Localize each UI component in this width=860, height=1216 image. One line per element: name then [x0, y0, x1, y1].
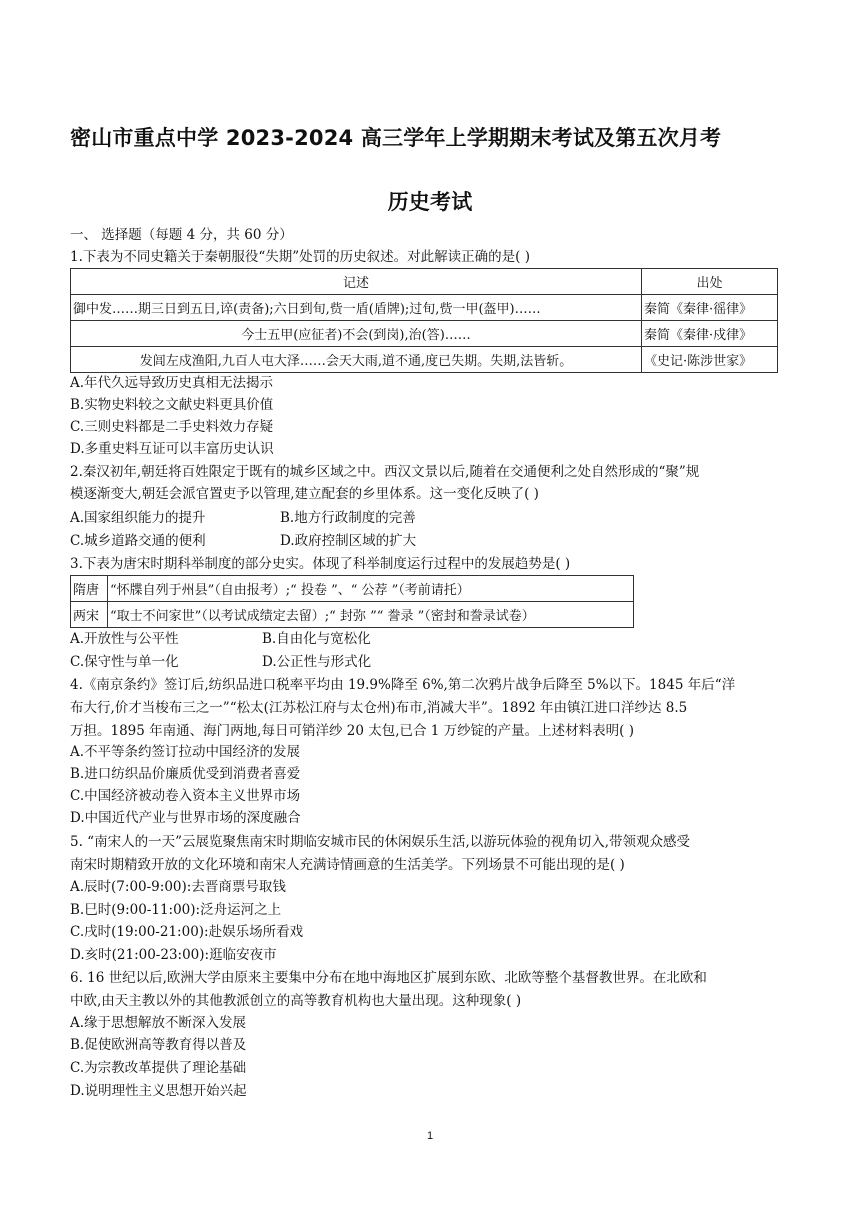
q1-option-d: D.多重史料互证可以丰富历史认识	[70, 441, 274, 457]
q3-row1-facts: “怀牒自列于州县”（自由报考）;“ 投卷 ”、“ 公荐 ”（考前请托）	[108, 576, 634, 602]
q6-option-b: B.促使欧洲高等教育得以普及	[70, 1037, 247, 1053]
q5-option-b: B.巳时(9:00-11:00):泛舟运河之上	[70, 902, 282, 918]
q1-row2-source: 秦简《秦律·戍律》	[642, 321, 778, 347]
q4-option-b: B.进口纺织品价廉质优受到消费者喜爱	[70, 766, 301, 782]
q6-option-c: C.为宗教改革提供了理论基础	[70, 1060, 247, 1076]
q3-option-a: A.开放性与公平性	[70, 631, 179, 647]
q3-row2-facts: “取士不问家世”（以考试成绩定去留）;“ 封弥 ”“ 誊录 ”（密封和誊录试卷）	[108, 602, 634, 628]
q4-stem-line2: 布大行,价才当梭布三之一”“松太(江苏松江府与太仓州)布市,消减大半”。1892 年由镇江进口洋纱达 8.5	[70, 700, 688, 716]
q1-header-record: 记述	[71, 269, 642, 295]
q1-table	[70, 268, 778, 373]
q2-option-a: A.国家组织能力的提升	[70, 510, 206, 526]
q1-header-source: 出处	[642, 269, 778, 295]
q1-row3-record: 发闾左戍渔阳,九百人屯大泽……会天大雨,道不通,度已失期。失期,法皆斩。	[71, 347, 642, 373]
q6-option-d: D.说明理性主义思想开始兴起	[70, 1083, 247, 1099]
q1-option-c: C.三则史料都是二手史料效力存疑	[70, 419, 274, 435]
q3-option-c: C.保守性与单一化	[70, 654, 179, 670]
q5-option-c: C.戌时(19:00-21:00):赴娱乐场所看戏	[70, 924, 304, 940]
q3-option-d: D.公正性与形式化	[262, 654, 372, 670]
q5-option-d: D.亥时(21:00-23:00):逛临安夜市	[70, 947, 277, 963]
q1-option-b: B.实物史料较之文献史料更具价值	[70, 397, 274, 413]
q3-option-b: B.自由化与宽松化	[262, 631, 371, 647]
q1-row1-source: 秦简《秦律·徭律》	[642, 295, 778, 321]
q1-stem: 1.下表为不同史籍关于秦朝服役“失期”处罚的历史叙述。对此解读正确的是( )	[70, 249, 531, 265]
q4-option-d: D.中国近代产业与世界市场的深度融合	[70, 810, 301, 826]
q2-stem-line2: 模逐渐变大,朝廷会派官置吏予以管理,建立配套的乡里体系。这一变化反映了( )	[70, 486, 539, 502]
q6-option-a: A.缘于思想解放不断深入发展	[70, 1015, 247, 1031]
q2-stem-line1: 2.秦汉初年,朝廷将百姓限定于既有的城乡区域之中。西汉文景以后,随着在交通便利之处自然形成的“聚”规	[70, 464, 700, 480]
q6-stem-line1: 6. 16 世纪以后,欧洲大学由原来主要集中分布在地中海地区扩展到东欧、北欧等整个基督教世界。在北欧和	[70, 970, 707, 986]
q4-option-a: A.不平等条约签订拉动中国经济的发展	[70, 744, 301, 760]
exam-subject: 历史考试	[387, 190, 473, 214]
q2-option-d: D.政府控制区域的扩大	[280, 533, 417, 549]
q3-row2-era: 两宋	[71, 602, 108, 628]
q5-stem-line2: 南宋时期精致开放的文化环境和南宋人充满诗情画意的生活美学。下列场景不可能出现的是( )	[70, 857, 625, 873]
q1-row1-record: 御中发……期三日到五日,谇(责备);六日到旬,赀一盾(盾牌);过旬,赀一甲(盔甲)……	[71, 295, 642, 321]
q3-table	[70, 575, 634, 628]
section-heading: 一、 选择题（每题 4 分，共 60 分）	[70, 227, 293, 243]
q3-row1-era: 隋唐	[71, 576, 108, 602]
q5-option-a: A.辰时(7:00-9:00):去晋商票号取钱	[70, 879, 286, 895]
q4-stem-line3: 万担。1895 年南通、海门两地,每日可销洋纱 20 太包,已合 1 万纱锭的产量。上述材料表明( )	[70, 723, 634, 739]
q3-stem: 3.下表为唐宋时期科举制度的部分史实。体现了科举制度运行过程中的发展趋势是( )	[70, 556, 571, 572]
q1-row2-record: 今士五甲(应征者)不会(到岗),治(答)……	[71, 321, 642, 347]
q5-stem-line1: 5. “南宋人的一天”云展览聚焦南宋时期临安城市民的休闲娱乐生活,以游玩体验的视角切入,带领观众感受	[70, 834, 691, 850]
q1-row3-source: 《史记·陈涉世家》	[642, 347, 778, 373]
exam-title: 密山市重点中学 2023-2024 高三学年上学期期末考试及第五次月考	[70, 126, 722, 150]
q1-option-a: A.年代久远导致历史真相无法揭示	[70, 375, 274, 391]
q4-stem-line1: 4.《南京条约》签订后,纺织品进口税率平均由 19.9%降至 6%,第二次鸦片战争后降至 5%以下。1845 年后“洋	[70, 677, 736, 693]
q2-option-b: B.地方行政制度的完善	[280, 510, 416, 526]
q2-option-c: C.城乡道路交通的便利	[70, 533, 206, 549]
q4-option-c: C.中国经济被动卷入资本主义世界市场	[70, 788, 301, 804]
q6-stem-line2: 中欧,由天主教以外的其他教派创立的高等教育机构也大量出现。这种现象( )	[70, 993, 522, 1009]
page-number: 1	[426, 1130, 434, 1142]
